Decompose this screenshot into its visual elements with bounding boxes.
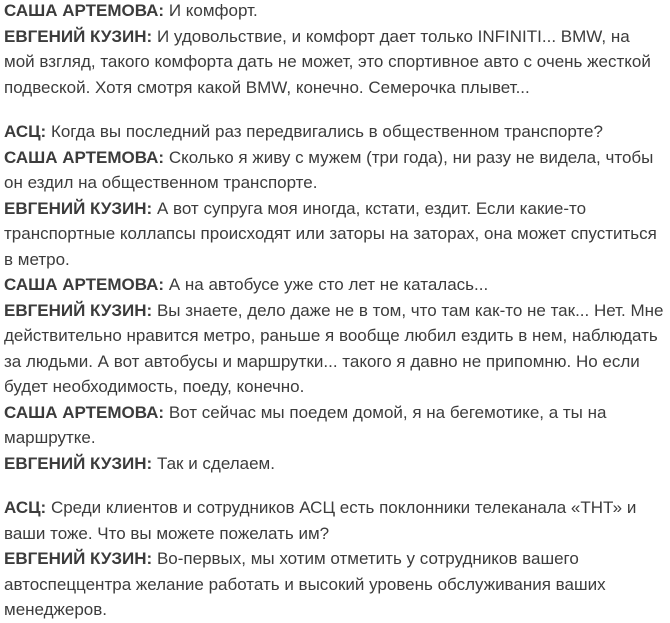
speaker-name: САША АРТЕМОВА: bbox=[4, 1, 165, 20]
dialog-turn bbox=[4, 119, 665, 145]
speech-text: Так и сделаем. bbox=[156, 453, 275, 473]
speaker-name: АСЦ: bbox=[4, 122, 47, 141]
dialog-turn bbox=[4, 298, 665, 400]
speaker-name: АСЦ: bbox=[4, 498, 47, 517]
dialog-turn bbox=[4, 24, 665, 101]
speech-text: А на автобусе уже сто лет не каталась... bbox=[168, 275, 489, 294]
speech-text: Среди клиентов и сотрудников АСЦ есть поклонники телеканала «ТНТ» и ваши тоже. Что вы можете пожелать им? bbox=[4, 498, 637, 543]
dialog-turn bbox=[4, 546, 665, 623]
dialog-turn bbox=[4, 196, 665, 273]
dialog-turn bbox=[4, 145, 665, 196]
speaker-name: ЕВГЕНИЙ КУЗИН: bbox=[4, 300, 153, 320]
dialog-turn bbox=[4, 400, 665, 451]
speech-text: Во-первых, мы хотим отметить у сотрудников вашего автоспеццентра желание работать и высокий уровень обслуживания ваших менеджеров. bbox=[4, 549, 606, 619]
dialog-turn bbox=[4, 451, 665, 477]
speaker-name: ЕВГЕНИЙ КУЗИН: bbox=[4, 198, 153, 218]
speech-text: Сколько я живу с мужем (три года), ни разу не видела, чтобы он ездил на общественном транспорте. bbox=[4, 147, 654, 192]
speaker-name: ЕВГЕНИЙ КУЗИН: bbox=[4, 549, 153, 568]
speaker-name: САША АРТЕМОВА: bbox=[4, 275, 165, 294]
dialog-block bbox=[4, 495, 665, 623]
speech-text: Вот сейчас мы поедем домой, я на бегемотике, а ты на маршрутке. bbox=[4, 402, 607, 447]
speech-text: А вот супруга моя иногда, кстати, ездит. Если какие-то транспортные коллапсы происходят или заторы на заторах, она может спуститься в метро. bbox=[4, 198, 657, 269]
dialog-turn bbox=[4, 0, 665, 24]
dialog-turn bbox=[4, 272, 665, 298]
speech-text: И удовольствие, и комфорт дает только INFINITI... BMW, на мой взгляд, такого комфорта дать не может, это спортивное авто с очень жесткой подвеской. Хотя смотря какой BMW, конечно. Семерочка плывет... bbox=[4, 26, 651, 97]
dialog-turn bbox=[4, 495, 665, 546]
dialog-block bbox=[4, 0, 665, 100]
speech-text: Когда вы последний раз передвигались в общественном транспорте? bbox=[50, 122, 603, 141]
speech-text: И комфорт. bbox=[168, 1, 258, 20]
speaker-name: ЕВГЕНИЙ КУЗИН: bbox=[4, 26, 153, 46]
speaker-name: ЕВГЕНИЙ КУЗИН: bbox=[4, 453, 153, 473]
speaker-name: САША АРТЕМОВА: bbox=[4, 147, 165, 167]
speaker-name: САША АРТЕМОВА: bbox=[4, 402, 165, 422]
speech-text: Вы знаете, дело даже не в том, что там как-то не так... Нет. Мне действительно нравится метро, раньше я вообще любил ездить в нем, наблюдать за людьми. А вот автобусы и маршрутки... такого я давно не припомню. Но если будет необходимость, поеду, конечно. bbox=[4, 300, 664, 396]
dialog-block bbox=[4, 119, 665, 476]
